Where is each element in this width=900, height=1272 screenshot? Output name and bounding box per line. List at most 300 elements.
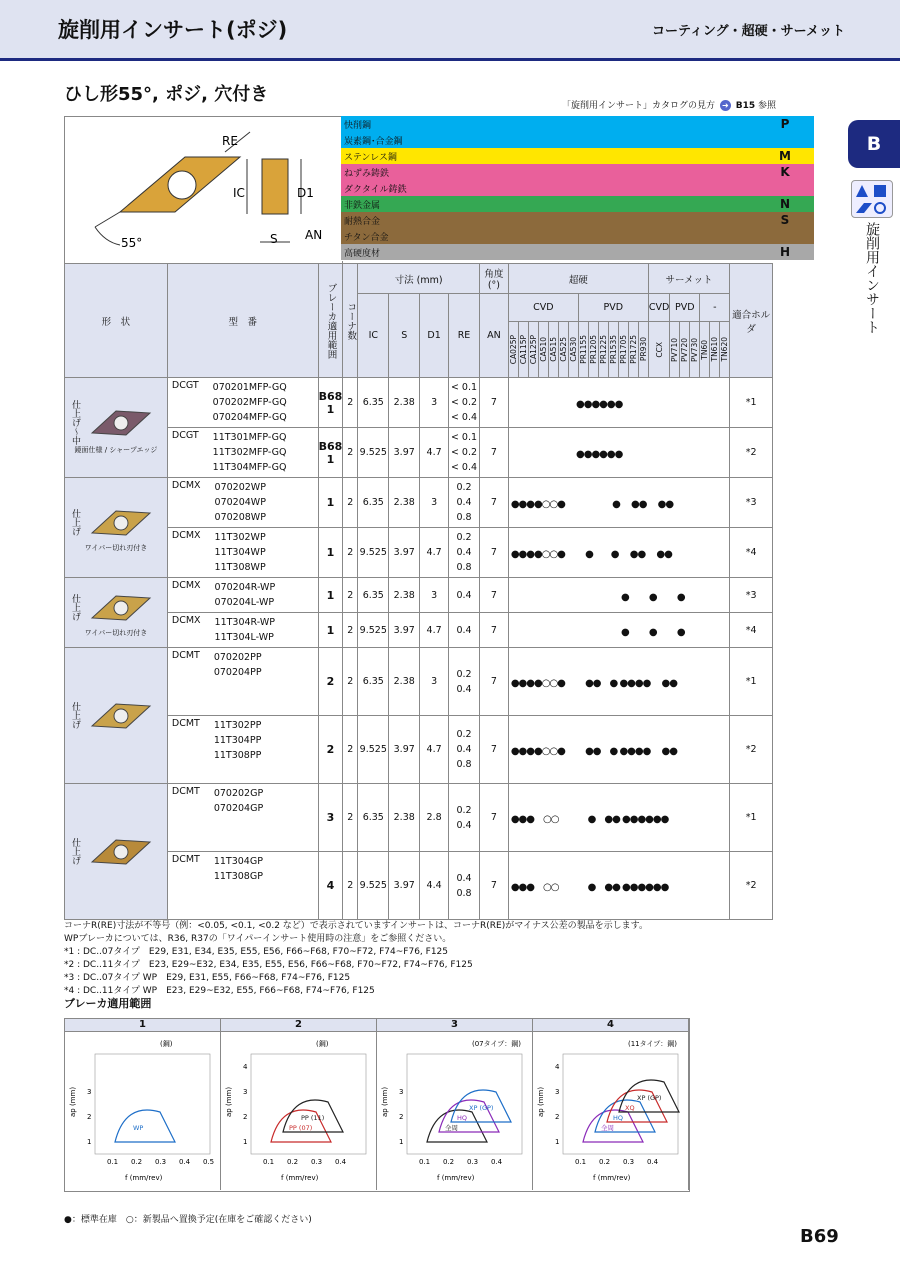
angle-header: 角度(°): [479, 264, 508, 294]
ic-header: IC: [358, 294, 389, 378]
page-title: 旋削用インサート(ポジ): [58, 18, 288, 42]
grade-header: TN60: [700, 322, 710, 378]
material-row: [341, 244, 756, 261]
re-label: RE: [222, 134, 238, 148]
s-cell: 2.38: [389, 648, 420, 716]
panel-note: (07タイプ：鋼): [472, 1040, 522, 1048]
curve-label: HQ: [613, 1114, 624, 1122]
breaker-panel: [65, 1032, 221, 1190]
material-row: [341, 212, 756, 229]
s-header: S: [389, 294, 420, 378]
re-cell: < 0.1 < 0.2 < 0.4: [449, 378, 480, 428]
material-row: [341, 228, 756, 245]
s-cell: 3.97: [389, 613, 420, 648]
grade-header: PR1205: [588, 322, 598, 378]
y-tick: 4: [555, 1063, 560, 1071]
cvd2-header: CVD: [648, 294, 669, 322]
s-cell: 3.97: [389, 852, 420, 920]
cermet-header: サーメット: [648, 264, 729, 294]
series: DCMX: [171, 615, 201, 626]
group-label: 仕上げ: [70, 702, 80, 729]
an-cell: 7: [479, 478, 508, 528]
table-row: [65, 378, 773, 428]
ic-cell: 6.35: [358, 648, 389, 716]
group-label: 仕上げ〜中: [70, 400, 80, 445]
breaker-cell: 1: [318, 478, 343, 528]
breaker-cell: 2: [318, 716, 343, 784]
d1-cell: 4.7: [420, 613, 449, 648]
model-list: 070202WP 070204WP 070208WP: [214, 482, 266, 523]
y-tick: 2: [243, 1113, 248, 1121]
model-cell: [167, 613, 318, 648]
re-header: RE: [449, 294, 480, 378]
shape-cell: [65, 378, 168, 478]
corners-cell: 2: [343, 478, 358, 528]
series: DCMT: [171, 786, 200, 797]
breaker-header: ブレーカ適用範囲: [318, 264, 343, 378]
d1-cell: 3: [420, 648, 449, 716]
insert-diagram: [64, 116, 343, 265]
an-cell: 7: [479, 784, 508, 852]
corners-cell: 2: [343, 578, 358, 613]
x-tick: 0.5: [203, 1158, 215, 1166]
availability-dots: ●●●●●●: [508, 378, 729, 428]
holder-cell: *2: [730, 428, 773, 478]
model-cell: [167, 378, 318, 428]
group-label: 仕上げ: [70, 594, 80, 621]
re-cell: 0.2 0.4 0.8: [449, 478, 480, 528]
x-label: f (mm/rev): [281, 1174, 319, 1182]
material-label: ステンレス鋼: [344, 153, 397, 163]
material-label: ダクタイル鋳鉄: [344, 185, 407, 195]
re-cell: < 0.1 < 0.2 < 0.4: [449, 428, 480, 478]
model-list: 11T302PP 11T304PP 11T308PP: [213, 720, 262, 761]
grade-header: PV710: [670, 322, 680, 378]
an-label: AN: [305, 228, 323, 242]
x-tick: 0.1: [575, 1158, 587, 1166]
note-line: *1 : DC..07タイプ E29, E31, E34, E35, E55, E56, F66~F68, F70~F72, F74~F76, F125: [64, 947, 448, 957]
s-label: S: [270, 232, 278, 246]
model-cell: [167, 648, 318, 716]
y-tick: 1: [555, 1138, 560, 1146]
material-label: 高硬度材: [344, 249, 381, 259]
corners-cell: 2: [343, 378, 358, 428]
insert-photo: [86, 403, 156, 443]
availability-dots: ●●●●○○● ● ●● ●●: [508, 478, 729, 528]
section-title: ひし形55°, ポジ, 穴付き: [64, 84, 269, 105]
availability-dots: ● ● ●: [508, 613, 729, 648]
x-tick: 0.2: [287, 1158, 299, 1166]
x-label: f (mm/rev): [125, 1174, 163, 1182]
y-tick: 3: [87, 1088, 92, 1096]
grade-header: CA530: [568, 322, 578, 378]
table-row: [65, 716, 773, 784]
x-tick: 0.4: [491, 1158, 503, 1166]
group-label: 仕上げ: [70, 838, 80, 865]
grade-header: PR1725: [628, 322, 638, 378]
group-label: 仕上げ: [70, 509, 80, 536]
shape-note: ワイパー切れ刃付き: [84, 628, 148, 637]
material-label: 非鉄金属: [344, 201, 381, 211]
holder-cell: *3: [730, 578, 773, 613]
ic-cell: 6.35: [358, 378, 389, 428]
table-row: [65, 784, 773, 852]
breaker-panel: [221, 1032, 377, 1190]
material-code: H: [756, 244, 814, 261]
model-list: 11T304GP 11T308GP: [213, 856, 263, 882]
holder-cell: *1: [730, 784, 773, 852]
ic-cell: 6.35: [358, 784, 389, 852]
an-cell: 7: [479, 578, 508, 613]
table-row: [65, 528, 773, 578]
s-cell: 3.97: [389, 428, 420, 478]
an-cell: 7: [479, 852, 508, 920]
grade-header: CCX: [648, 322, 669, 378]
grade-header: PV730: [690, 322, 700, 378]
breaker-cell: B68 1: [318, 378, 343, 428]
s-cell: 3.97: [389, 528, 420, 578]
header-category: コーティング・超硬・サーメット: [651, 24, 845, 39]
pvd-header: PVD: [578, 294, 648, 322]
table-row: [65, 478, 773, 528]
breaker-panel-number: 4: [533, 1019, 689, 1032]
breaker-cell: 3: [318, 784, 343, 852]
insert-category-icon: [851, 180, 893, 218]
curve-label: 全周: [445, 1124, 458, 1132]
grade-header: PR1225: [598, 322, 608, 378]
y-tick: 2: [555, 1113, 560, 1121]
shape-note: ワイパー切れ刃付き: [84, 543, 148, 552]
an-cell: 7: [479, 378, 508, 428]
breaker-panel: [533, 1032, 689, 1190]
grade-header: PR1535: [608, 322, 618, 378]
grade-header: TN620: [720, 322, 730, 378]
breaker-cell: B68 1: [318, 428, 343, 478]
material-code: M: [756, 148, 814, 165]
s-cell: 2.38: [389, 578, 420, 613]
x-tick: 0.1: [107, 1158, 119, 1166]
material-label: チタン合金: [344, 233, 389, 243]
model-cell: [167, 428, 318, 478]
y-tick: 1: [399, 1138, 404, 1146]
d1-cell: 4.7: [420, 716, 449, 784]
grade-header: CA125P: [528, 322, 538, 378]
model-cell: [167, 852, 318, 920]
x-tick: 0.3: [623, 1158, 635, 1166]
grade-header: PV720: [680, 322, 690, 378]
an-cell: 7: [479, 648, 508, 716]
insert-table: [64, 263, 773, 920]
grade-header: TN610: [710, 322, 720, 378]
re-cell: 0.2 0.4 0.8: [449, 528, 480, 578]
shape-cell: [65, 648, 168, 784]
curve-label: PP (07): [289, 1124, 313, 1132]
series: DCMX: [171, 480, 201, 491]
availability-dots: ●●● ○○ ● ●● ●●●●●●: [508, 784, 729, 852]
series: DCGT: [171, 430, 199, 441]
holder-header: 適合ホルダ: [730, 264, 773, 378]
insert-photo: [86, 588, 156, 628]
re-cell: 0.4: [449, 578, 480, 613]
y-label: ap (mm): [381, 1086, 389, 1117]
panel-note: (鋼): [160, 1040, 173, 1048]
material-code: N: [756, 196, 814, 213]
ic-cell: 9.525: [358, 528, 389, 578]
material-code: S: [756, 212, 814, 229]
curve-label: 全周: [601, 1124, 614, 1132]
d1-cell: 3: [420, 378, 449, 428]
insert-photo: [86, 503, 156, 543]
arrow-right-icon: ➜: [720, 100, 731, 111]
corner-header: コーナ数: [343, 264, 358, 378]
re-cell: 0.4 0.8: [449, 852, 480, 920]
note-line: コーナR(RE)寸法が不等号（例：<0.05, <0.1, <0.2 など）で表示されていますインサートは、コーナR(RE)がマイナス公差の製品を示します。: [64, 921, 648, 931]
catalog-ref[interactable]: B15: [735, 101, 756, 111]
shape-cell: [65, 478, 168, 578]
curve-label: HQ: [457, 1114, 468, 1122]
breaker-range-table: [64, 1018, 690, 1192]
model-cell: [167, 528, 318, 578]
y-label: ap (mm): [69, 1086, 77, 1117]
side-tab-b[interactable]: B: [848, 120, 900, 168]
material-row: [341, 132, 756, 149]
pvd2-header: PVD: [670, 294, 700, 322]
material-row: [341, 116, 756, 133]
x-tick: 0.2: [131, 1158, 143, 1166]
y-tick: 2: [399, 1113, 404, 1121]
d1-header: D1: [420, 294, 449, 378]
x-tick: 0.3: [467, 1158, 479, 1166]
shape-note: 鏡面仕様 / シャープエッジ: [74, 446, 158, 454]
carbide-header: 超硬: [508, 264, 648, 294]
grade-header: PR1705: [618, 322, 628, 378]
y-tick: 1: [243, 1138, 248, 1146]
holder-cell: *1: [730, 378, 773, 428]
availability-dots: ● ● ●: [508, 578, 729, 613]
breaker-cell: 1: [318, 528, 343, 578]
curve-label: XP (GP): [469, 1104, 494, 1112]
availability-dots: ●●● ○○ ● ●● ●●●●●●: [508, 852, 729, 920]
model-cell: [167, 784, 318, 852]
series: DCMX: [171, 580, 201, 591]
holder-cell: *1: [730, 648, 773, 716]
series: DCMT: [171, 854, 200, 865]
breaker-cell: 1: [318, 578, 343, 613]
y-tick: 1: [87, 1138, 92, 1146]
model-cell: [167, 578, 318, 613]
x-tick: 0.2: [599, 1158, 611, 1166]
material-row: [341, 196, 756, 213]
s-cell: 3.97: [389, 716, 420, 784]
model-cell: [167, 716, 318, 784]
grade-header: PR1155: [578, 322, 588, 378]
ic-cell: 9.525: [358, 613, 389, 648]
material-code: K: [756, 164, 814, 181]
holder-cell: *4: [730, 613, 773, 648]
angle-label: 55°: [121, 236, 143, 250]
x-tick: 0.3: [311, 1158, 323, 1166]
insert-photo: [86, 832, 156, 872]
material-code: [756, 180, 814, 197]
table-row: [65, 648, 773, 716]
shape-header: 形 状: [65, 264, 168, 378]
material-code: [756, 228, 814, 245]
y-tick: 3: [555, 1088, 560, 1096]
material-label: 耐熱合金: [344, 217, 381, 227]
grade-header: CA525: [558, 322, 568, 378]
material-code: P: [756, 116, 814, 133]
material-label: 快削鋼: [344, 121, 372, 131]
re-cell: 0.4: [449, 613, 480, 648]
ic-cell: 9.525: [358, 852, 389, 920]
breaker-panel: [377, 1032, 533, 1190]
model-header: 型 番: [167, 264, 318, 378]
series: DCMX: [171, 530, 201, 541]
corners-cell: 2: [343, 428, 358, 478]
panel-note: (鋼): [316, 1040, 329, 1048]
corners-cell: 2: [343, 716, 358, 784]
model-cell: [167, 478, 318, 528]
model-list: 11T301MFP-GQ 11T302MFP-GQ 11T304MFP-GQ: [212, 432, 287, 473]
s-cell: 2.38: [389, 478, 420, 528]
an-cell: 7: [479, 716, 508, 784]
x-tick: 0.4: [335, 1158, 347, 1166]
page-number: B69: [800, 1226, 839, 1247]
y-label: ap (mm): [225, 1086, 233, 1117]
catalog-note: [562, 98, 776, 111]
ic-label: IC: [233, 186, 245, 200]
curve-label: XQ: [625, 1104, 635, 1112]
x-tick: 0.1: [419, 1158, 431, 1166]
material-label: ねずみ鋳鉄: [344, 169, 390, 179]
d1-cell: 3: [420, 478, 449, 528]
curve-label: PP (11): [301, 1114, 325, 1122]
x-label: f (mm/rev): [437, 1174, 475, 1182]
cvd-header: CVD: [508, 294, 578, 322]
note-line: *3 : DC..07タイプ WP E29, E31, E55, F66~F68, F74~F76, F125: [64, 973, 351, 983]
ic-cell: 9.525: [358, 716, 389, 784]
y-tick: 3: [399, 1088, 404, 1096]
grade-header: CA515: [548, 322, 558, 378]
y-tick: 3: [243, 1088, 248, 1096]
x-tick: 0.4: [179, 1158, 191, 1166]
x-tick: 0.2: [443, 1158, 455, 1166]
dash-header: -: [700, 294, 730, 322]
curve-label: WP: [133, 1124, 144, 1132]
model-list: 070202GP 070204GP: [213, 788, 264, 814]
corners-cell: 2: [343, 648, 358, 716]
model-list: 070202PP 070204PP: [213, 652, 262, 678]
ic-cell: 9.525: [358, 428, 389, 478]
grade-header: PR930: [638, 322, 648, 378]
d1-label: D1: [297, 186, 314, 200]
breaker-cell: 4: [318, 852, 343, 920]
availability-dots: ●●●●○○● ●● ● ●●●● ●●: [508, 648, 729, 716]
availability-dots: ●●●●○○● ● ● ●● ●●: [508, 528, 729, 578]
table-row: [65, 578, 773, 613]
breaker-panel-number: 1: [65, 1019, 221, 1032]
grade-header: CA510: [538, 322, 548, 378]
x-tick: 0.3: [155, 1158, 167, 1166]
re-cell: 0.2 0.4 0.8: [449, 716, 480, 784]
re-cell: 0.2 0.4: [449, 648, 480, 716]
breaker-cell: 2: [318, 648, 343, 716]
curve-label: XP (GP): [637, 1094, 662, 1102]
an-cell: 7: [479, 528, 508, 578]
note-line: WPブレーカについては、R36, R37の「ワイパーインサート使用時の注意」をご参照ください。: [64, 934, 452, 944]
s-cell: 2.38: [389, 378, 420, 428]
insert-drawing: [65, 117, 342, 264]
holder-cell: *3: [730, 478, 773, 528]
y-tick: 2: [87, 1113, 92, 1121]
corners-cell: 2: [343, 852, 358, 920]
y-tick: 4: [243, 1063, 248, 1071]
insert-photo: [86, 696, 156, 736]
ic-cell: 6.35: [358, 578, 389, 613]
model-list: 070201MFP-GQ 070202MFP-GQ 070204MFP-GQ: [212, 382, 287, 423]
corners-cell: 2: [343, 784, 358, 852]
notes: [64, 920, 648, 998]
model-list: 070204R-WP 070204L-WP: [214, 582, 276, 608]
shape-cell: [65, 578, 168, 648]
corners-cell: 2: [343, 528, 358, 578]
an-cell: 7: [479, 428, 508, 478]
corners-cell: 2: [343, 613, 358, 648]
material-row: [341, 180, 756, 197]
table-row: [65, 428, 773, 478]
d1-cell: 4.7: [420, 528, 449, 578]
table-row: [65, 852, 773, 920]
d1-cell: 2.8: [420, 784, 449, 852]
catalog-note-text: 「旋削用インサート」カタログの見方: [562, 101, 716, 111]
catalog-suffix: 参照: [758, 101, 777, 111]
series: DCMT: [171, 650, 200, 661]
side-vertical-label: 旋削用インサート: [864, 222, 880, 334]
material-row: [341, 164, 756, 181]
breaker-panel-number: 3: [377, 1019, 533, 1032]
ic-cell: 6.35: [358, 478, 389, 528]
model-list: 11T304R-WP 11T304L-WP: [214, 617, 275, 643]
holder-cell: *2: [730, 716, 773, 784]
note-line: *4 : DC..11タイプ WP E23, E29~E32, E55, F66~F68, F74~F76, F125: [64, 986, 375, 996]
breaker-cell: 1: [318, 613, 343, 648]
x-tick: 0.1: [263, 1158, 275, 1166]
shape-cell: [65, 784, 168, 920]
d1-cell: 3: [420, 578, 449, 613]
table-row: [65, 613, 773, 648]
d1-cell: 4.7: [420, 428, 449, 478]
availability-dots: ●●●●●●: [508, 428, 729, 478]
availability-dots: ●●●●○○● ●● ● ●●●● ●●: [508, 716, 729, 784]
grade-header: CA025P: [508, 322, 518, 378]
series: DCGT: [171, 380, 199, 391]
holder-cell: *4: [730, 528, 773, 578]
series: DCMT: [171, 718, 200, 729]
y-label: ap (mm): [537, 1086, 545, 1117]
legend: ●：標準在庫 ○：新製品へ置換予定(在庫をご確認ください): [64, 1215, 312, 1225]
breaker-title: ブレーカ適用範囲: [64, 997, 152, 1010]
range-curve: [115, 1110, 175, 1142]
s-cell: 2.38: [389, 784, 420, 852]
note-line: *2 : DC..11タイプ E23, E29~E32, E34, E35, E55, E56, F66~F68, F70~F72, F74~F76, F125: [64, 960, 473, 970]
material-code: [756, 132, 814, 149]
panel-note: (11タイプ：鋼): [628, 1040, 678, 1048]
dims-header: 寸法 (mm): [358, 264, 480, 294]
grade-header: CA115P: [518, 322, 528, 378]
an-header: AN: [479, 294, 508, 378]
an-cell: 7: [479, 613, 508, 648]
d1-cell: 4.4: [420, 852, 449, 920]
